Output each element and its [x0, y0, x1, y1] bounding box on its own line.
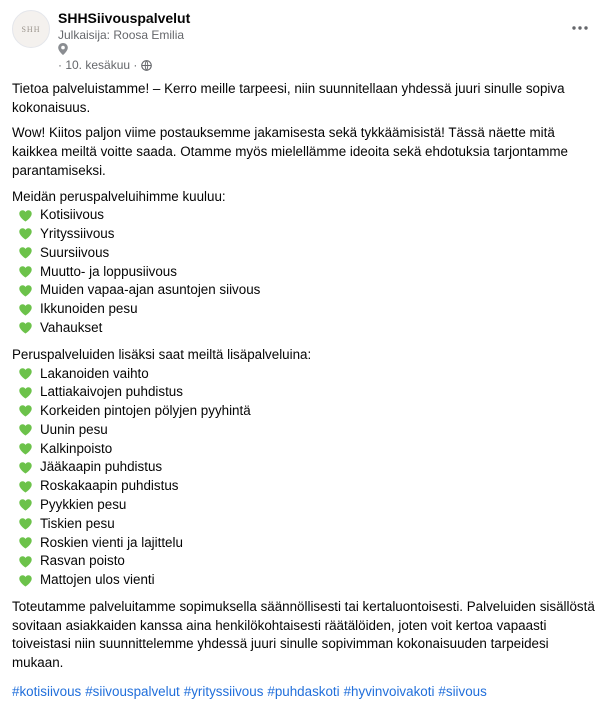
list-item-label: Vahaukset: [40, 320, 103, 335]
list-item-label: Kalkinpoisto: [40, 440, 113, 456]
closing-paragraph: Toteutamme palveluitamme sopimuksella säännöllisesti tai kertaluontoisesti. Palveluiden sisällöstä sovitaan asiakkaiden kanssa aina henkilökohtaisesti räätälöiden, joten voit kertoa vapaasti toiveistasi niin suunnittelemme yhdessä juuri sinulle sopivimman kokonaisuuden tarpeidesi mukaan.: [12, 599, 595, 671]
post-header: [12, 6, 594, 76]
list-item: [12, 421, 596, 440]
hashtag-link[interactable]: #siivous: [438, 683, 487, 699]
list-item-label: Rasvan poisto: [40, 553, 125, 569]
list-item: [12, 571, 596, 590]
list-item-label: Muiden vapaa-ajan asuntojen siivous: [40, 282, 261, 298]
green-heart-icon: [19, 387, 32, 399]
green-heart-icon: [19, 481, 32, 493]
list-item-label: Suursiivous: [40, 244, 110, 260]
list-item-label: Lattiakaivojen puhdistus: [40, 384, 183, 400]
green-heart-icon: [19, 499, 32, 511]
list-item-label: Jääkaapin puhdistus: [40, 459, 163, 475]
list-item-label: Tiskien pesu: [40, 515, 115, 531]
list-item-label: Roskien vienti ja lajittelu: [40, 534, 183, 550]
list-item-label: Korkeiden pintojen pölyjen pyyhintä: [40, 403, 251, 419]
green-heart-icon: [19, 462, 32, 474]
list-item: [12, 281, 596, 300]
hashtag-row: [12, 683, 596, 702]
extra-services-list: [12, 365, 596, 591]
basic-services-list: [12, 206, 596, 338]
post-meta: [58, 58, 152, 72]
avatar-logo-text: SHH: [21, 24, 41, 34]
hashtag-link[interactable]: #hyvinvoivakoti: [343, 683, 435, 699]
list-item: [12, 534, 596, 553]
list-item: [12, 300, 596, 319]
list-item-label: Uunin pesu: [40, 421, 108, 437]
list-item-label: Ikkunoiden pesu: [40, 301, 138, 317]
hashtag-link[interactable]: #yrityssiivous: [183, 683, 264, 699]
list-item: [12, 552, 596, 571]
green-heart-icon: [19, 210, 32, 222]
green-heart-icon: [19, 228, 32, 240]
list-item: [12, 458, 596, 477]
post-date-link[interactable]: · 10. kesäkuu ·: [58, 58, 138, 72]
list-item-label: Yrityssiivous: [40, 226, 115, 242]
list-item-label: Roskakaapin puhdistus: [40, 478, 179, 494]
list-item: [12, 496, 596, 515]
page-avatar[interactable]: [12, 10, 50, 48]
hashtag-link[interactable]: #kotisiivous: [12, 683, 82, 699]
green-heart-icon: [19, 285, 32, 297]
globe-icon[interactable]: [141, 60, 152, 71]
list-item: [12, 402, 596, 421]
green-heart-icon: [19, 518, 32, 530]
list-item: [12, 206, 596, 225]
list-item: [12, 477, 596, 496]
green-heart-icon: [19, 266, 32, 278]
green-heart-icon: [19, 424, 32, 436]
green-heart-icon: [19, 443, 32, 455]
list-item-label: Kotisiivous: [40, 207, 105, 223]
green-heart-icon: [19, 405, 32, 417]
location-pin-icon[interactable]: [58, 43, 68, 58]
page-name-link[interactable]: SHHSiivouspalvelut: [58, 10, 191, 26]
green-heart-icon: [19, 247, 32, 259]
green-heart-icon: [19, 322, 32, 334]
list-item-label: Mattojen ulos vienti: [40, 572, 155, 588]
list-item: [12, 225, 596, 244]
more-options-button[interactable]: [568, 12, 592, 36]
list-item: [12, 383, 596, 402]
list-item-label: Muutto- ja loppusiivous: [40, 263, 177, 279]
list-item: [12, 244, 596, 263]
list-item: [12, 365, 596, 384]
list-item-label: Lakanoiden vaihto: [40, 365, 149, 381]
more-horizontal-icon: [572, 14, 588, 35]
list-item: [12, 319, 596, 338]
publisher-label: Julkaisija: Roosa Emilia: [58, 28, 185, 42]
extra-services-heading: Peruspalveluiden lisäksi saat meiltä lisäpalveluina:: [12, 346, 312, 362]
list-item: [12, 515, 596, 534]
green-heart-icon: [19, 304, 32, 316]
post-body: [12, 80, 596, 702]
green-heart-icon: [19, 537, 32, 549]
basic-services-heading: Meidän peruspalveluihimme kuuluu:: [12, 188, 226, 204]
list-item-label: Pyykkien pesu: [40, 497, 127, 513]
green-heart-icon: [19, 556, 32, 568]
hashtag-link[interactable]: #puhdaskoti: [267, 683, 340, 699]
intro-paragraph: Tietoa palveluistamme! – Kerro meille tarpeesi, niin suunnitellaan yhdessä juuri sinulle sopiva kokonaisuus.: [12, 81, 565, 115]
green-heart-icon: [19, 368, 32, 380]
list-item: [12, 263, 596, 282]
hashtag-link[interactable]: #siivouspalvelut: [85, 683, 180, 699]
green-heart-icon: [19, 575, 32, 587]
thanks-paragraph: Wow! Kiitos paljon viime postauksemme jakamisesta sekä tykkäämisistä! Tässä näette mitä kaikkea meiltä voitte saada. Otamme myös mielellämme ideoita sekä ehdotuksia tarjontamme parantamiseksi.: [12, 125, 568, 178]
list-item: [12, 440, 596, 459]
